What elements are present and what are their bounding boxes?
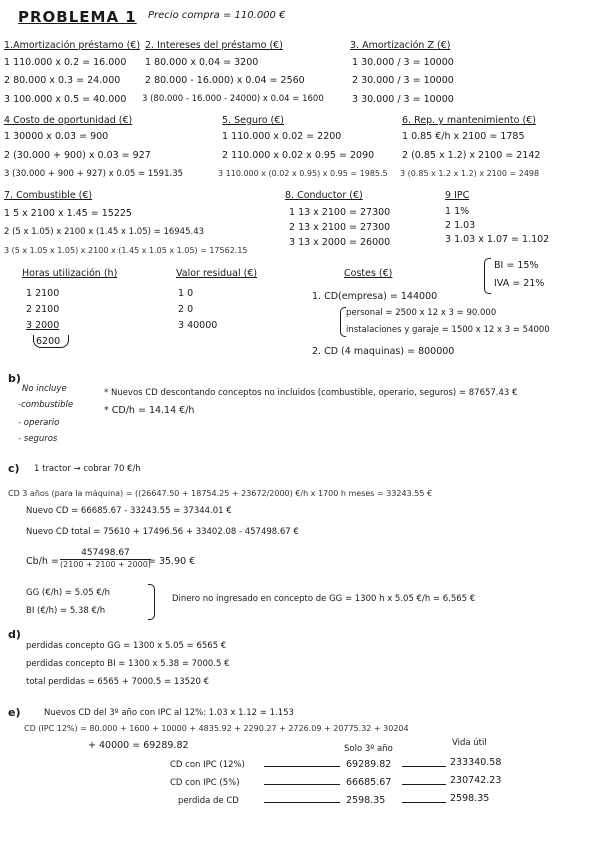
part-e-leader-line <box>264 766 340 767</box>
section-9-title: 9 IPC <box>445 190 470 201</box>
section-7-line: 2 (5 x 1.05) x 2100 x (1.45 x 1.05) = 16945.43 <box>4 227 205 237</box>
part-c-lost-income: Dinero no ingresado en concepto de GG = 1300 h x 5.05 €/h = 6.565 € <box>172 594 476 604</box>
purchase-price: Precio compra = 110.000 € <box>148 10 286 21</box>
part-e-col-header: Solo 3º año <box>344 744 393 754</box>
part-e-leader-line <box>264 802 340 803</box>
bi-rate: BI = 15% <box>494 260 539 271</box>
part-b-list-item: -combustible <box>18 400 74 410</box>
part-c-cbh-fraction <box>60 548 151 570</box>
section-5-line: 3 110.000 x (0.02 x 0.95) x 0.95 = 1985.5 <box>218 169 388 178</box>
residual-value-line: 1 0 <box>178 288 194 299</box>
fraction-numerator: 457498.67 <box>81 548 130 558</box>
section-1-line: 2 80.000 x 0.3 = 24.000 <box>4 75 121 86</box>
part-e-row-label: CD con IPC (12%) <box>170 760 245 770</box>
part-e-row-value: 2598.35 <box>450 793 490 804</box>
part-c-cbh-result: = 35.90 € <box>148 556 196 567</box>
section-3-line: 2 30.000 / 3 = 10000 <box>352 75 454 86</box>
hours-line: 1 2100 <box>26 288 60 299</box>
fraction-denominator: (2100 + 2100 + 2000) <box>60 560 151 569</box>
part-c-cbh-label: Cb/h = <box>26 556 59 567</box>
section-4-title: 4 Costo de oportunidad (€) <box>4 115 133 126</box>
part-c-line: Nuevo CD = 66685.67 - 33243.55 = 37344.01 € <box>26 506 232 516</box>
part-c-brace <box>148 584 155 620</box>
part-e-row-label: perdida de CD <box>178 796 239 806</box>
part-e-row-value: 69289.82 <box>346 759 392 770</box>
page-title: PROBLEMA 1 <box>18 8 137 26</box>
section-8-line: 2 13 x 2100 = 27300 <box>289 222 391 233</box>
part-b-new-cd: * Nuevos CD descontando conceptos no incluidos (combustible, operario, seguros) = 87657.43 € <box>104 388 518 398</box>
part-b-list-item: No incluye <box>22 384 67 394</box>
costs-brace <box>340 307 346 337</box>
section-7-title: 7. Combustible (€) <box>4 190 93 201</box>
part-c-line: CD 3 años (para la máquina) = ((26647.50 + 18754.25 + 23672/2000) €/h x 1700 h meses = 33243.55 € <box>8 489 433 498</box>
part-d-line: total perdidas = 6565 + 7000.5 = 13520 € <box>26 677 209 687</box>
hours-total: 6200 <box>36 336 61 347</box>
part-d-line: perdidas concepto GG = 1300 x 5.05 = 6565 € <box>26 641 227 651</box>
residual-value-line: 2 0 <box>178 304 194 315</box>
part-d-label: d) <box>8 628 21 641</box>
section-5-line: 1 110.000 x 0.02 = 2200 <box>222 131 342 142</box>
section-5-line: 2 110.000 x 0.02 x 0.95 = 2090 <box>222 150 375 161</box>
section-1-title: 1.Amortización préstamo (€) <box>4 40 141 51</box>
section-8-line: 3 13 x 2000 = 26000 <box>289 237 391 248</box>
hours-line: 2 2100 <box>26 304 60 315</box>
part-e-row-value: 233340.58 <box>450 757 502 768</box>
part-e-line: CD (IPC 12%) = 80.000 + 1600 + 10000 + 4835.92 + 2290.27 + 2726.09 + 20775.32 + 30204 <box>24 724 409 733</box>
part-d-line: perdidas concepto BI = 1300 x 5.38 = 7000.5 € <box>26 659 230 669</box>
costs-line: instalaciones y garaje = 1500 x 12 x 3 = 54000 <box>346 325 550 335</box>
section-5-title: 5. Seguro (€) <box>222 115 284 126</box>
section-6-line: 2 (0.85 x 1.2) x 2100 = 2142 <box>402 150 541 161</box>
part-e-row-value: 2598.35 <box>346 795 386 806</box>
part-e-row-label: CD con IPC (5%) <box>170 778 240 788</box>
part-e-row-value: 230742.23 <box>450 775 502 786</box>
part-b-cd-per-hour: * CD/h = 14.14 €/h <box>104 405 195 416</box>
section-9-line: 2 1.03 <box>445 220 476 231</box>
section-4-line: 2 (30.000 + 900) x 0.03 = 927 <box>4 150 151 161</box>
part-b-list-item: - seguros <box>18 434 58 444</box>
section-2-title: 2. Intereses del préstamo (€) <box>145 40 283 51</box>
part-e-col-header: Vida útil <box>452 738 487 748</box>
part-e-row-value: 66685.67 <box>346 777 392 788</box>
costs-line: 1. CD(empresa) = 144000 <box>312 291 438 302</box>
part-c-label: c) <box>8 462 20 475</box>
section-8-line: 1 13 x 2100 = 27300 <box>289 207 391 218</box>
section-6-line: 3 (0.85 x 1.2 x 1.2) x 2100 = 2498 <box>400 169 540 178</box>
part-e-line: Nuevos CD del 3º año con IPC al 12%: 1.03 x 1.12 = 1.153 <box>44 708 294 718</box>
part-c-bi-rate: BI (€/h) = 5.38 €/h <box>26 606 106 616</box>
part-e-line: + 40000 = 69289.82 <box>88 740 189 751</box>
section-3-line: 3 30.000 / 3 = 10000 <box>352 94 454 105</box>
section-1-line: 3 100.000 x 0.5 = 40.000 <box>4 94 127 105</box>
part-b-label: b) <box>8 372 21 385</box>
iva-rate: IVA = 21% <box>494 278 545 289</box>
part-e-label: e) <box>8 706 21 719</box>
rates-brace <box>484 258 491 294</box>
section-3-line: 1 30.000 / 3 = 10000 <box>352 57 454 68</box>
costs-line: 2. CD (4 maquinas) = 800000 <box>312 346 455 357</box>
costs-line: personal = 2500 x 12 x 3 = 90.000 <box>346 308 497 318</box>
section-4-line: 3 (30.000 + 900 + 927) x 0.05 = 1591.35 <box>4 169 184 179</box>
section-7-line: 1 5 x 2100 x 1.45 = 15225 <box>4 208 132 219</box>
part-c-heading: 1 tractor → cobrar 70 €/h <box>34 464 141 474</box>
section-4-line: 1 30000 x 0.03 = 900 <box>4 131 109 142</box>
hours-title: Horas utilización (h) <box>22 268 118 279</box>
section-3-title: 3. Amortización Z (€) <box>350 40 451 51</box>
residual-value-line: 3 40000 <box>178 320 218 331</box>
section-7-line: 3 (5 x 1.05 x 1.05) x 2100 x (1.45 x 1.05 x 1.05) = 17562.15 <box>4 246 248 255</box>
part-e-leader-line <box>402 766 446 767</box>
section-2-line: 3 (80.000 - 16.000 - 24000) x 0.04 = 1600 <box>142 94 324 104</box>
costs-title: Costes (€) <box>344 268 393 279</box>
part-e-leader-line <box>402 802 446 803</box>
section-9-line: 3 1.03 x 1.07 = 1.102 <box>445 234 550 245</box>
section-2-line: 2 80.000 - 16.000) x 0.04 = 2560 <box>145 75 305 86</box>
section-9-line: 1 1% <box>445 206 470 217</box>
part-e-leader-line <box>264 784 340 785</box>
part-b-list-item: - operario <box>18 418 60 428</box>
part-c-line: Nuevo CD total = 75610 + 17496.56 + 33402.08 - 457498.67 € <box>26 527 299 537</box>
residual-value-title: Valor residual (€) <box>176 268 258 279</box>
section-2-line: 1 80.000 x 0.04 = 3200 <box>145 57 259 68</box>
section-6-title: 6. Rep. y mantenimiento (€) <box>402 115 536 126</box>
part-c-gg-rate: GG (€/h) = 5.05 €/h <box>26 588 110 598</box>
section-6-line: 1 0.85 €/h x 2100 = 1785 <box>402 131 525 142</box>
section-8-title: 8. Conductor (€) <box>285 190 363 201</box>
section-1-line: 1 110.000 x 0.2 = 16.000 <box>4 57 127 68</box>
part-e-leader-line <box>402 784 446 785</box>
hours-line: 3 2000 <box>26 320 60 331</box>
